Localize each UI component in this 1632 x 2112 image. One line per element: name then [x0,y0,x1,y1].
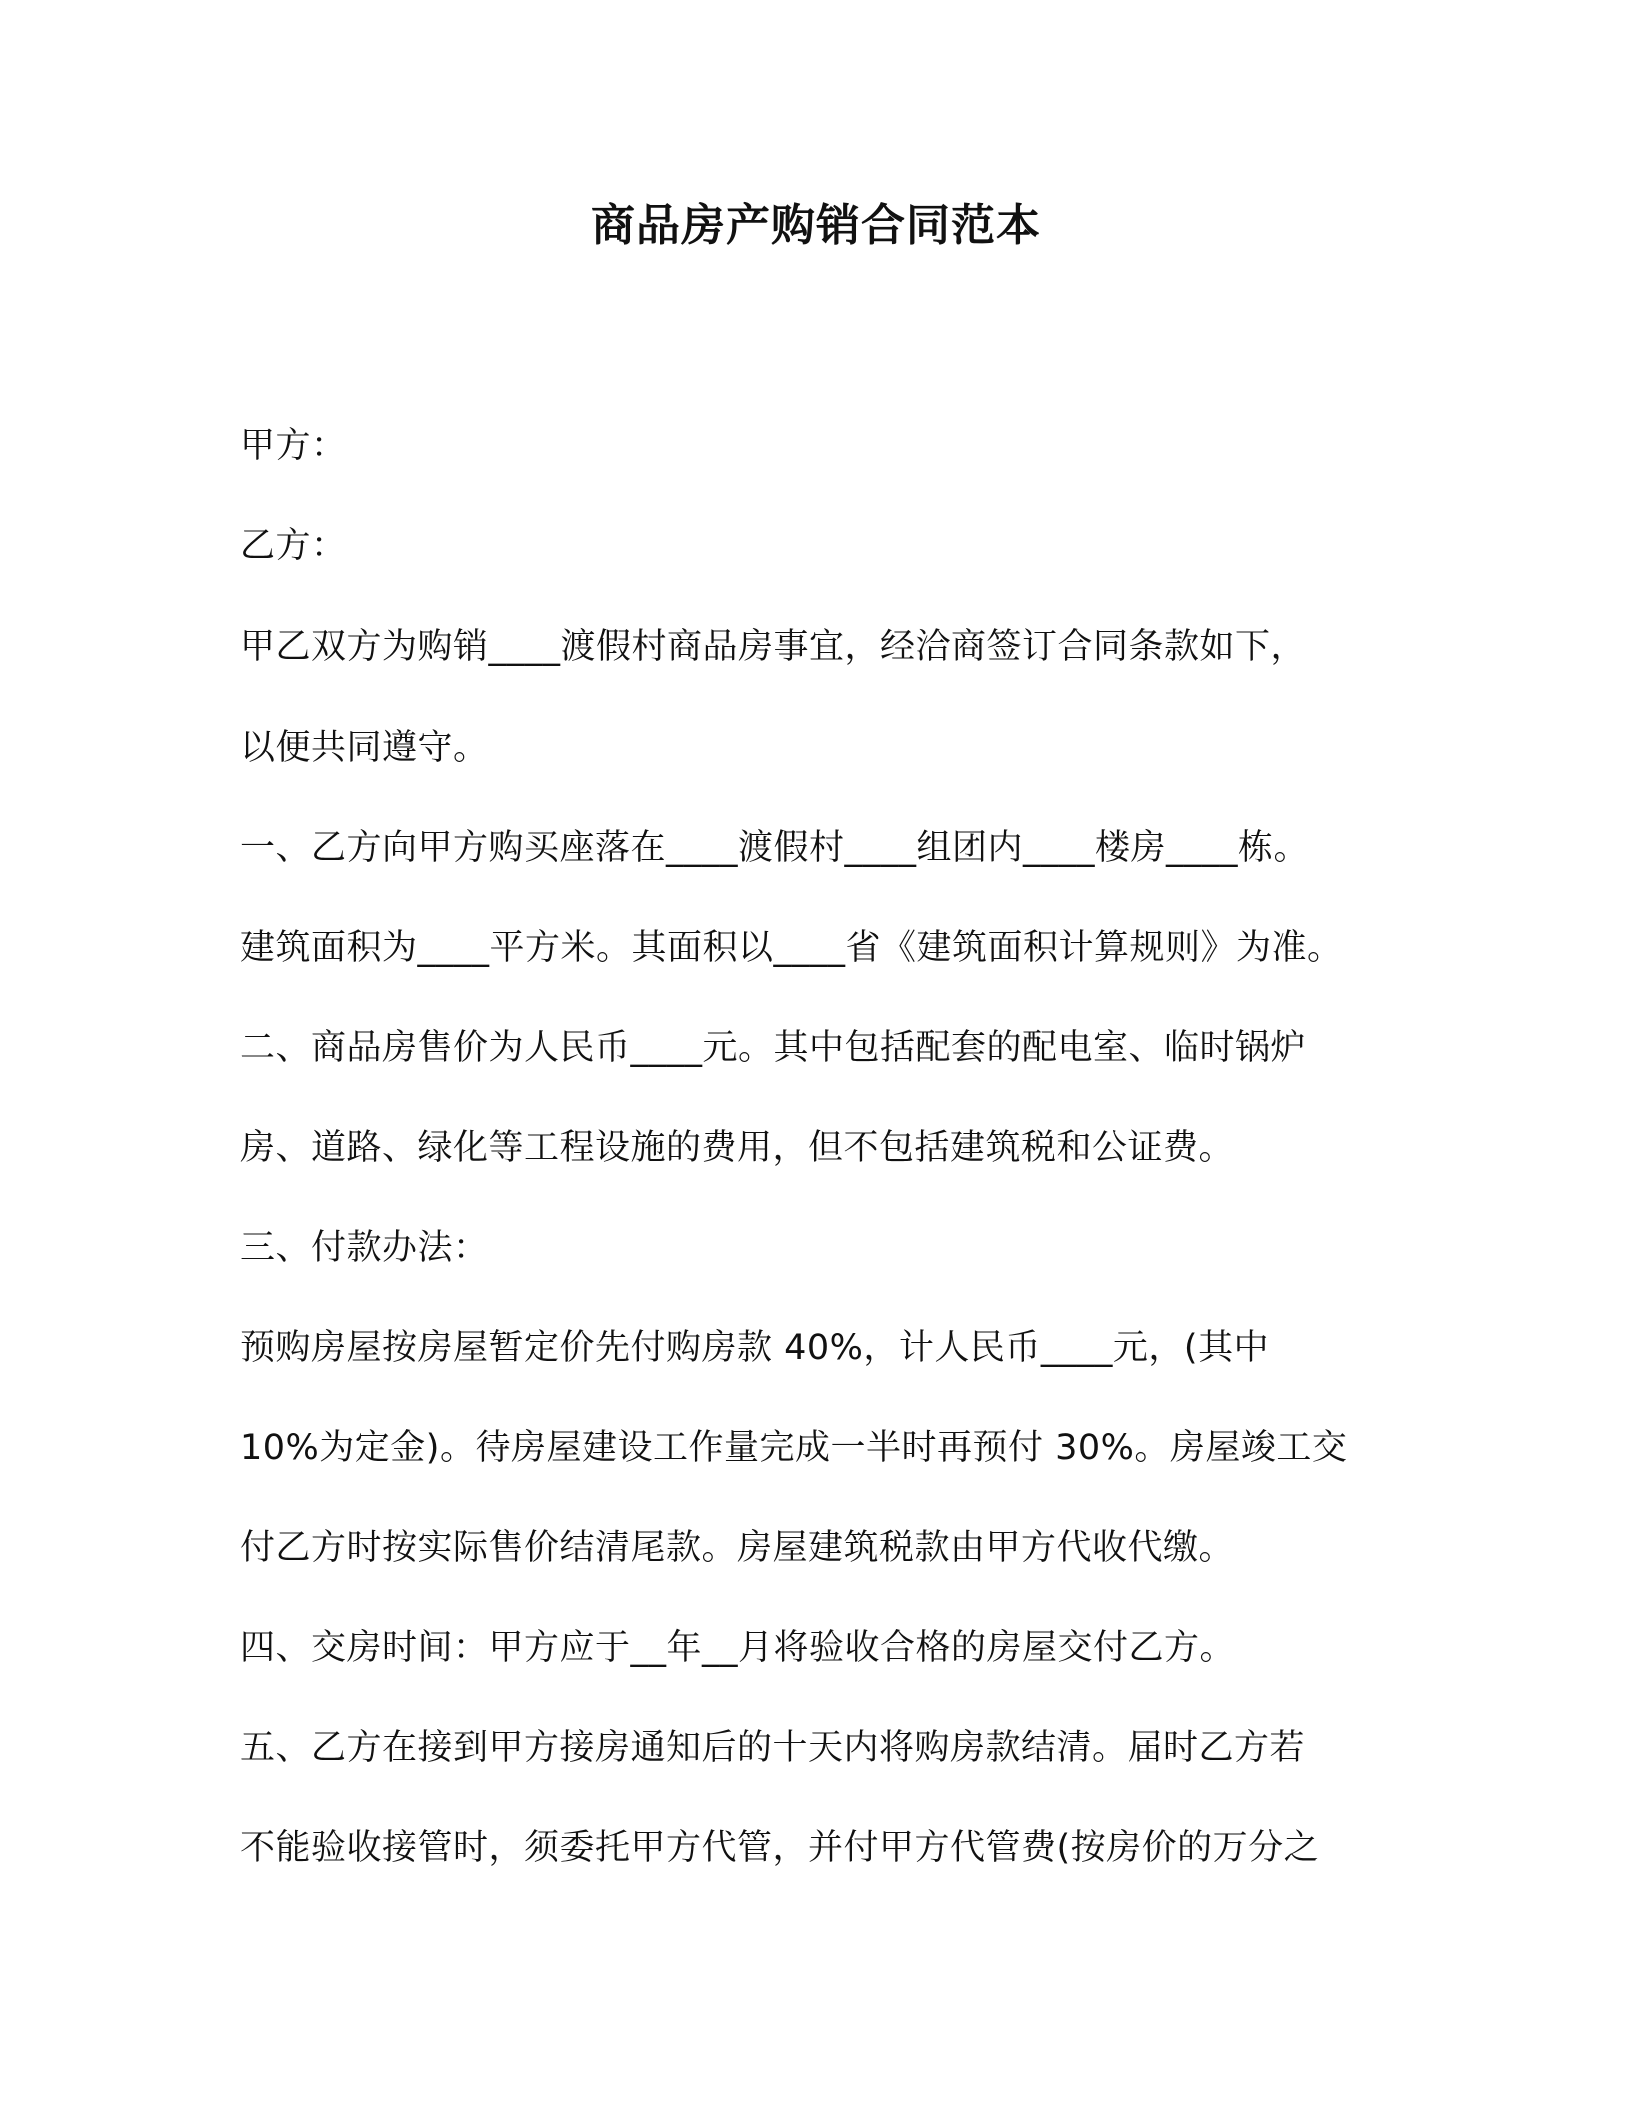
document-title: 商品房产购销合同范本 [591,200,1041,251]
preamble-line-2: 以便共同遵守。 [240,728,489,768]
clause-2-line-1: 二、商品房售价为人民币____元。其中包括配套的配电室、临时锅炉 [240,1028,1307,1068]
clause-3-line-1: 预购房屋按房屋暂定价先付购房款 40%，计人民币____元，(其中 [240,1328,1270,1368]
party-a-line: 甲方： [240,426,347,466]
clause-3-heading: 三、付款办法： [240,1228,489,1268]
clause-1-line-2: 建筑面积为____平方米。其面积以____省《建筑面积计算规则》为准。 [240,928,1343,968]
clause-5-line-1: 五、乙方在接到甲方接房通知后的十天内将购房款结清。届时乙方若 [240,1728,1306,1768]
clause-4-line-1: 四、交房时间：甲方应于__年__月将验收合格的房屋交付乙方。 [240,1628,1236,1668]
clause-1-line-1: 一、乙方向甲方购买座落在____渡假村____组团内____楼房____栋。 [240,828,1310,868]
party-b-line: 乙方： [240,526,347,566]
preamble-line-1: 甲乙双方为购销____渡假村商品房事宜，经洽商签订合同条款如下， [240,627,1307,667]
clause-2-line-2: 房、道路、绿化等工程设施的费用，但不包括建筑税和公证费。 [240,1128,1235,1168]
clause-5-line-2: 不能验收接管时，须委托甲方代管，并付甲方代管费(按房价的万分之 [240,1828,1320,1868]
clause-3-line-2: 10%为定金)。待房屋建设工作量完成一半时再预付 30%。房屋竣工交 [240,1428,1348,1468]
clause-3-line-3: 付乙方时按实际售价结清尾款。房屋建筑税款由甲方代收代缴。 [240,1528,1235,1568]
